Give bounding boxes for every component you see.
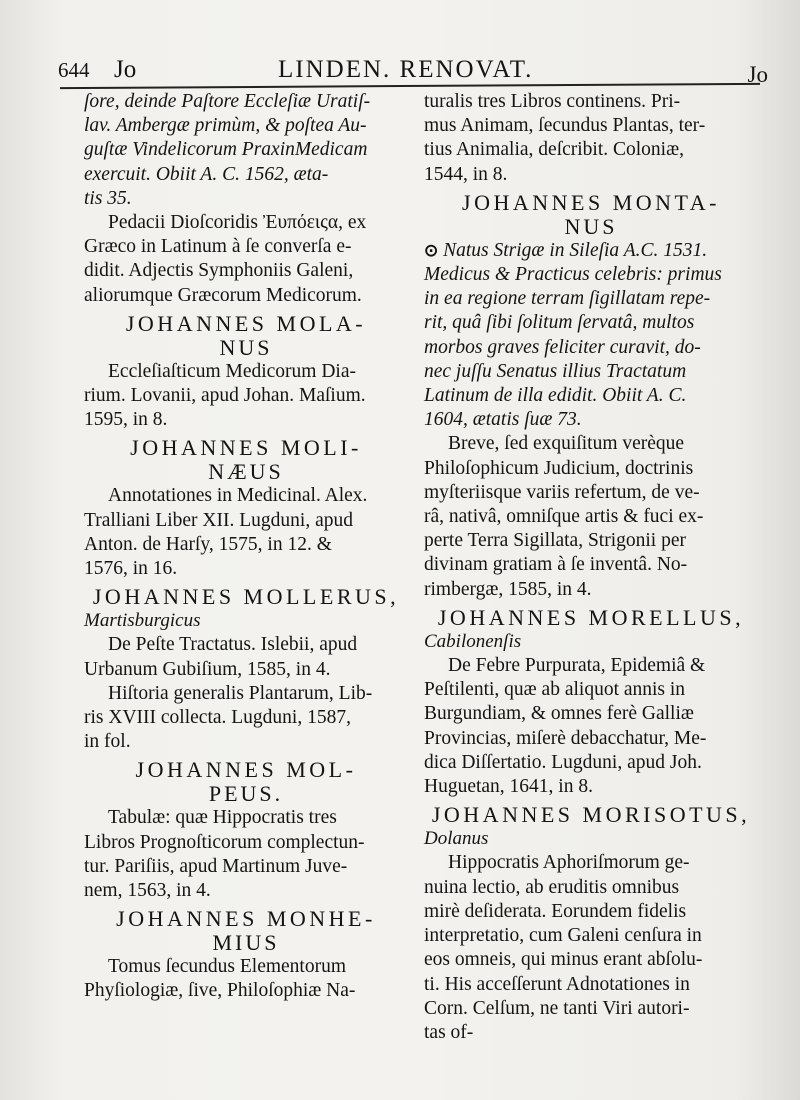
author-epithet: Cabilonenſis — [424, 630, 522, 652]
continued-bio-line: lav. Ambergæ primùm, & poſtea Au- — [84, 115, 367, 137]
entry-text-line: dica Diſſertatio. Lugduni, apud Joh. — [424, 751, 702, 773]
header-title: LINDEN. RENOVAT. — [278, 56, 534, 83]
entry-text-line: eos omneis, qui minus erant abſolu- — [424, 949, 703, 971]
entry-text-line: aliorumque Græcorum Medicorum. — [84, 284, 362, 306]
entry-text-line: Corn. Celſum, ne tanti Viri autori- — [424, 997, 690, 1019]
continued-bio-line: exercuit. Obiit A. C. 1562, æta- — [84, 163, 329, 185]
continued-bio-line: guſtæ Vindelicorum PraxinMedicam — [84, 139, 368, 161]
bio-line: Latinum de illa edidit. Obiit A. C. — [424, 385, 687, 407]
entry-text-line: in fol. — [84, 731, 131, 753]
entry-text-line: turalis tres Libros continens. Pri- — [424, 91, 681, 112]
heading-line: NUS — [564, 213, 618, 239]
entry-text-line: Burgundiam, & omnes ferè Galliæ — [424, 703, 694, 725]
entry-text-line: rium. Lovanii, apud Johan. Maſium. — [84, 385, 366, 407]
entry-text-line: De Febre Purpurata, Epidemiâ & — [448, 655, 706, 677]
entry-text-line: Libros Prognoſticorum complectun- — [84, 831, 365, 853]
entry-text-line: didit. Adjectis Symphoniis Galeni, — [84, 260, 354, 282]
entry-text-line: 1576, in 16. — [84, 558, 178, 580]
heading-line: PEUS. — [208, 781, 284, 807]
author-epithet: Dolanus — [424, 828, 489, 850]
bio-line — [424, 239, 758, 263]
entry-text-line: 1595, in 8. — [84, 409, 168, 431]
entry-text-line: perte Terra Sigillata, Strigonii per — [424, 530, 686, 552]
sun-symbol-icon: ⊙ — [424, 240, 439, 260]
entry-text-line: Breve, ſed exquiſitum verèque — [448, 433, 685, 455]
entry-text-line: Peſtilenti, quæ ab aliquot annis in — [424, 679, 686, 701]
entry-text-line: nuina lectio, ab eruditis omnibus — [424, 876, 680, 898]
right-column — [424, 90, 758, 1045]
entry-text-line: ti. His acceſſerunt Adnotationes in — [424, 973, 690, 995]
entry-text-line: Tralliani Liber XII. Lugduni, apud — [84, 509, 353, 531]
entry-text-line: râ, nativâ, omniſque artis & fuci ex- — [424, 506, 704, 528]
entry-text-line: Urbanum Gubiſium, 1585, in 4. — [84, 658, 331, 680]
author-heading-mollerus: JOHANNES MOLLERUS, — [92, 584, 400, 610]
entry-text-line: Pedacii Dioſcoridis Ἐυπόειςα, ex — [108, 212, 367, 234]
author-heading-molpeus — [84, 758, 408, 806]
continued-bio-line: ſore, deinde Paſtore Eccleſiæ Uratiſ- — [84, 91, 371, 112]
author-heading-molinaeus — [84, 436, 408, 484]
entry-text-line: ris XVIII collecta. Lugduni, 1587, — [84, 707, 351, 729]
entry-text-line: Græco in Latinum à ſe converſa e- — [84, 236, 352, 258]
entry-text-line: Annotationes in Medicinal. Alex. — [108, 485, 368, 507]
page-number: 644 — [58, 58, 90, 82]
heading-line: JOHANNES MOL- — [135, 757, 357, 783]
entry-text-line: Hiſtoria generalis Plantarum, Lib- — [108, 682, 373, 704]
entry-text-line: mus Animam, ſecundus Plantas, ter- — [424, 115, 706, 137]
bio-line: morbos graves feliciter curavit, do- — [424, 336, 701, 358]
entry-text-line: Phyſiologiæ, ſive, Philoſophiæ Na- — [84, 980, 356, 1002]
bio-line: nec juſſu Senatus illius Tractatum — [424, 360, 687, 382]
entry-text-line: rimbergæ, 1585, in 4. — [424, 578, 592, 600]
entry-text-line: nem, 1563, in 4. — [84, 880, 211, 902]
left-header-abbrev: Jo — [114, 56, 137, 83]
author-heading-montanus — [424, 191, 758, 239]
heading-line: NUS — [219, 334, 273, 360]
entry-text-line: mirè deſiderata. Eorundem fidelis — [424, 900, 687, 922]
entry-text-line: Anton. de Harſy, 1575, in 12. & — [84, 533, 332, 555]
entry-text-line: Hippocratis Aphoriſmorum ge- — [448, 852, 690, 874]
bio-line: in ea regione terram ſigillatam repe- — [424, 288, 711, 310]
catchword: tas of- — [424, 1021, 474, 1043]
entry-text-line: tius Animalia, deſcribit. Coloniæ, — [424, 139, 684, 161]
left-column — [84, 90, 408, 1004]
author-epithet: Martisburgicus — [84, 610, 201, 632]
entry-text-line: myſteriisque variis refertum, de ve- — [424, 481, 700, 503]
entry-text-line: Provincias, miſerè debacchatur, Me- — [424, 727, 707, 749]
heading-line: JOHANNES MOLI- — [130, 435, 362, 461]
running-header — [58, 56, 768, 87]
entry-text-line: divinam gratiam à ſe inventâ. No- — [424, 554, 688, 576]
right-header-abbrev: Jo — [747, 62, 768, 87]
entry-text-line: 1544, in 8. — [424, 163, 508, 185]
author-heading-molanus — [84, 312, 408, 360]
entry-text-line: Huguetan, 1641, in 8. — [424, 776, 593, 798]
heading-line: MIUS — [212, 930, 280, 956]
heading-line: JOHANNES MONHE- — [116, 906, 376, 932]
bio-line: 1604, ætatis ſuæ 73. — [424, 409, 582, 431]
entry-text-line: tur. Pariſiis, apud Martinum Juve- — [84, 855, 348, 877]
author-heading-monhemius — [84, 907, 408, 955]
author-heading-morellus: JOHANNES MORELLUS, — [437, 604, 745, 630]
entry-text-line: Eccleſiaſticum Medicorum Dia- — [108, 360, 356, 382]
entry-text-line: De Peſte Tractatus. Islebii, apud — [108, 634, 358, 656]
heading-line: NÆUS — [208, 459, 284, 485]
entry-text-line: Tabulæ: quæ Hippocratis tres — [108, 807, 337, 829]
entry-text-line: interpretatio, cum Galeni cenſura in — [424, 925, 702, 947]
bio-line: rit, quâ ſibi ſolitum ſervatâ, multos — [424, 312, 695, 334]
bio-text: Natus Strigæ in Sileſia A.C. 1531. — [443, 239, 708, 261]
entry-text-line: Philoſophicum Judicium, doctrinis — [424, 457, 694, 479]
heading-line: JOHANNES MOLA- — [125, 310, 367, 336]
heading-line: JOHANNES MONTA- — [462, 189, 720, 215]
author-heading-morisotus: JOHANNES MORISOTUS, — [431, 802, 751, 828]
entry-text-line: Tomus ſecundus Elementorum — [108, 956, 347, 978]
continued-bio-line: tis 35. — [84, 187, 132, 209]
bio-line: Medicus & Practicus celebris: primus — [424, 264, 722, 286]
